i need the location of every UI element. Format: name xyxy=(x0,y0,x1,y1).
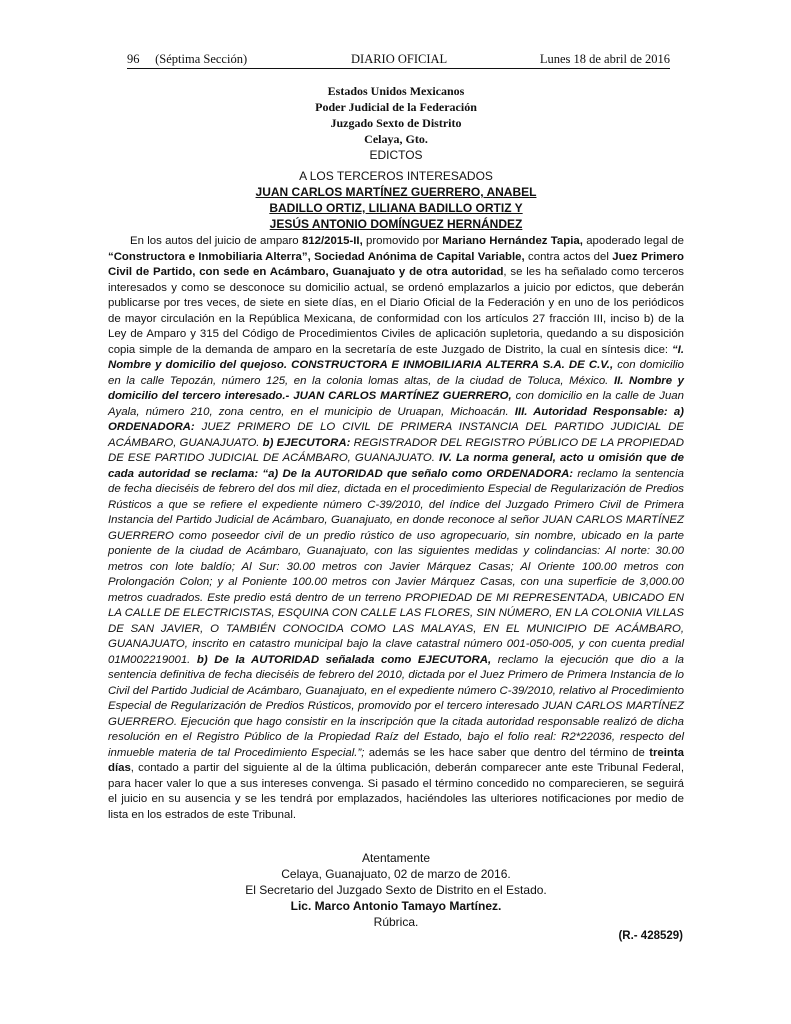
publication-reference: (R.- 428529) xyxy=(618,930,683,942)
heading-country: Estados Unidos Mexicanos xyxy=(327,84,465,98)
claim-section-3: III. Autoridad Responsable: a) ORDENADORA: xyxy=(108,405,684,433)
heading-power: Poder Judicial de la Federación xyxy=(315,100,477,114)
body-text: , contado a partir del siguiente al de la última publicación, deberán comparecer ante este Tribunal Federal, para hacer valer lo que a sus intereses convenga. Si pasado el término concedido no comparecieren, se seguirá el juicio en su ausencia y se les tendrá por emplazados, haciéndoles las ulteriores notificaciones por medio de lista en los estrados de este Tribunal. xyxy=(108,762,684,821)
signature-closing: Atentamente xyxy=(361,851,431,865)
claim-text: REGISTRADOR DEL REGISTRO PÚBLICO DE LA PROPIEDAD DE ESE PARTIDO JUDICIAL DE ACÁMBARO, GUANAJUATO. xyxy=(108,436,684,464)
addressee-line-2: JUAN CARLOS MARTÍNEZ GUERRERO, ANABEL xyxy=(255,185,537,199)
body-text: En los autos del juicio de amparo xyxy=(130,235,302,247)
page-header xyxy=(127,52,670,68)
header-rule xyxy=(127,68,670,69)
section-label: (Séptima Sección) xyxy=(155,52,248,66)
signature-rubrica: Rúbrica. xyxy=(373,915,419,929)
claim-section-2: II. Nombre y domicilio del tercero interesado.- JUAN CARLOS MARTÍNEZ GUERRERO, xyxy=(108,374,685,402)
claim-text: con domicilio en la calle Tepozán, número 125, en la colonia lomas altas, de la ciudad de Toluca, México. xyxy=(108,359,684,387)
heading-city: Celaya, Gto. xyxy=(364,132,428,146)
issue-date: Lunes 18 de abril de 2016 xyxy=(539,52,670,66)
heading-doc-type: EDICTOS xyxy=(369,148,423,162)
claim-text: reclamo la ejecución que dio a la sentencia definitiva de fecha dieciséis de febrero del 2010, dictada por el Juez Primero de Primera Instancia de lo Civil del Partido Judicial de Acámbaro, Guanajuato, en el expediente número C-39/2010, relativo al Procedimiento Especial de Regularización de Predios Rústicos, promovido por el tercero interesado JUAN CARLOS MARTÍNEZ GUERRERO. Ejecución que hago consistir en la inscripción que la citada autoridad responsable realizó de dicha resolución en el Registro Público de la Propiedad Raíz del Estado, bajo el folio real: R2*22036, respecto del inmueble materia de tal Procedimiento Especial.”; xyxy=(108,653,684,759)
promoter-name: Mariano Hernández Tapia, xyxy=(442,235,583,247)
claim-text: con domicilio en la calle de Juan Ayala, número 210, zona centro, en el municipio de Uruapan, Michoacán. xyxy=(108,390,684,418)
page-number: 96 xyxy=(127,52,140,66)
signature-place-date: Celaya, Guanajuato, 02 de marzo de 2016. xyxy=(281,867,511,881)
term-days: treinta días xyxy=(108,746,684,774)
signature-name: Lic. Marco Antonio Tamayo Martínez. xyxy=(290,899,502,913)
body-text: además se les hace saber que dentro del término de xyxy=(364,746,650,759)
claim-section-4: IV. La norma general, acto u omisión que de cada autoridad se reclama: “a) De la AUTORIDAD que señalo como ORDENADORA: xyxy=(108,452,684,480)
case-number: 812/2015-II, xyxy=(301,235,363,247)
edict-body-text xyxy=(108,234,684,823)
addressee-line-4: JESÚS ANTONIO DOMÍNGUEZ HERNÁNDEZ xyxy=(269,217,523,231)
authority-name: Juez Primero Civil de Partido, con sede en Acámbaro, Guanajuato y de otra autoridad xyxy=(108,250,684,278)
body-text: promovido por xyxy=(362,235,443,247)
body-text: contra actos del xyxy=(524,250,613,263)
page-number-section xyxy=(127,52,247,67)
body-text: apoderado legal de xyxy=(582,235,685,247)
claim-section-1: “I. Nombre y domicilio del quejoso. CONSTRUCTORA E INMOBILIARIA ALTERRA S.A. DE C.V., xyxy=(108,343,684,371)
heading-court: Juzgado Sexto de Distrito xyxy=(330,116,462,130)
addressee-line-3: BADILLO ORTIZ, LILIANA BADILLO ORTIZ Y xyxy=(269,201,523,215)
claim-executing-b: b) De la AUTORIDAD señalada como EJECUTORA, xyxy=(196,653,492,666)
claim-text: reclamo la sentencia de fecha dieciséis de febrero del dos mil diez, dictada en el procedimiento Especial de Regularización de Predios Rústicos a que se refiere el expediente número C-39/2010, del índice del Juzgado Primero Civil de Primera Instancia del Partido Judicial de Acámbaro, Guanajuato, en donde reconoce al señor JUAN CARLOS MARTÍNEZ GUERRERO como poseedor civil de un predio rústico de uso agropecuario, sin nombre, ubicado en la parte poniente de la ciudad de Acámbaro, Guanajuato, con las siguientes medidas y colindancias: Al norte: 30.00 metros con lote baldío; Al Sur: 30.00 metros con Javier Márquez Casas; Al Oriente 100.00 metros con Prolongación Colon; y al Poniente 100.00 metros con Javier Márquez Casas, con una superficie de 3,000.00 metros cuadrados. Este predio está dentro de un terreno PROPIEDAD DE MI REPRESENTADA, UBICADO EN LA CALLE DE ELECTRICISTAS, ESQUINA CON CALLE LAS FLORES, SIN NÚMERO, EN LA COLONIA VILLAS DE SAN JAVIER, O TAMBIÉN CONOCIDA COMO LAS MALAYAS, EN EL MUNICIPIO DE ACÁMBARO, GUANAJUATO, inscrito en catastro municipal bajo la clave catastral número 001-050-005, y con cuenta predial 01M002219001. xyxy=(108,467,684,666)
addressee-line-1: A LOS TERCEROS INTERESADOS xyxy=(299,169,493,183)
claim-executing: b) EJECUTORA: xyxy=(262,436,351,449)
claim-text: JUEZ PRIMERO DE LO CIVIL DE PRIMERA INSTANCIA DEL PARTIDO JUDICIAL DE ACÁMBARO, GUANAJUATO. xyxy=(108,421,684,449)
company-name: “Constructora e Inmobiliaria Alterra”, Sociedad Anónima de Capital Variable, xyxy=(108,250,525,263)
signature-role: El Secretario del Juzgado Sexto de Distrito en el Estado. xyxy=(245,883,547,897)
publication-name: DIARIO OFICIAL xyxy=(351,52,448,66)
body-text: , se les ha señalado como terceros interesados y como se desconoce su domicilio actual, se ordenó emplazarlos a juicio por edictos, que deberán publicarse por tres veces, de siete en siete días, en el Diario Oficial de la Federación y en uno de los periódicos de mayor circulación en la República Mexicana, de conformidad con los artículos 27 fracción III, inciso b) de la Ley de Amparo y 315 del Código de Procedimientos Civiles de aplicación supletoria, quedando a su disposición copia simple de la demanda de amparo en la secretaría de este Juzgado de Distrito, la cual en síntesis dice: xyxy=(108,266,684,356)
